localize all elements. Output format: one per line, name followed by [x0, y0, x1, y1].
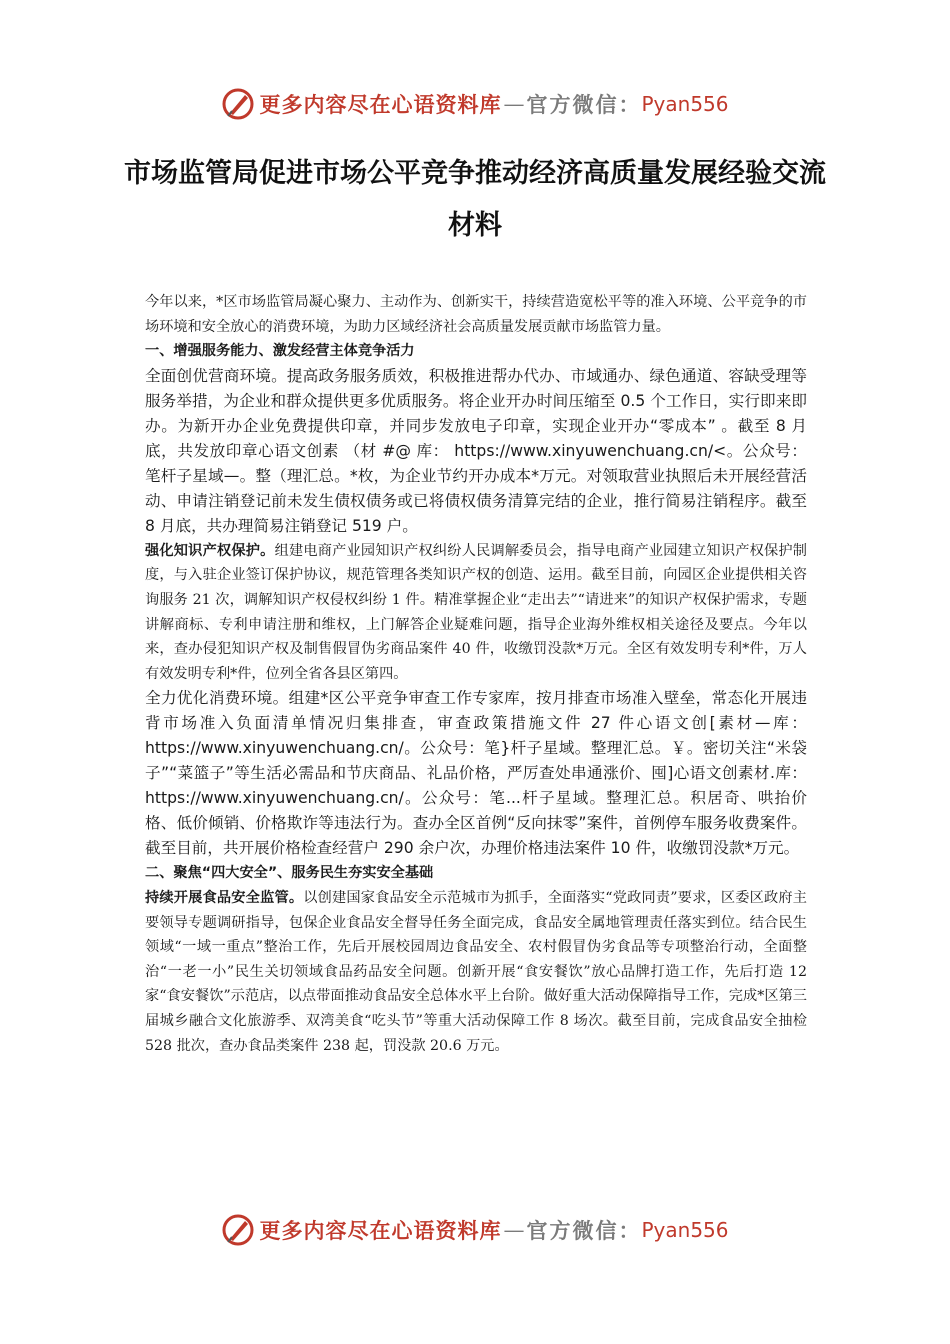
quill-logo-icon: [221, 87, 255, 121]
paragraph-food-safety: [145, 886, 807, 1058]
banner-separator: —: [503, 92, 525, 116]
paragraph-consumer-environment: 全力优化消费环境。组建*区公平竞争审查工作专家库，按月排查市场准入壁垒，常态化开展违背市场准入负面清单情况归集排查，审查政策措施文件 27 件心语文创[素材—库：https://www.xinyuwenchuang.cn/。公众号：笔}杆子星域。整理汇总。￥。密切关注“米袋子”“菜篮子”等生活必需品和节庆商品、礼品价格，严厉查处串通涨价、囤]心语文创素材.库：https://www.xinyuwenchuang.cn/。公众号：笔...杆子星域。整理汇总。积居奇、哄抬价格、低价倾销、价格欺诈等违法行为。查办全区首例“反向抹零”案件，首例停车服务收费案件。截至目前，共开展价格检查经营户 290 余户次，办理价格违法案件 10 件，收缴罚没款*万元。: [145, 689, 807, 858]
paragraph-food-safety-lead: 持续开展食品安全监管。: [145, 889, 304, 906]
document-body: [145, 290, 807, 1058]
paragraph-ip-protection: [145, 539, 807, 687]
paragraph-business-environment: 全面创优营商环境。提高政务服务质效，积极推进帮办代办、市域通办、绿色通道、容缺受理等服务举措，为企业和群众提供更多优质服务。将企业开办时间压缩至 0.5 个工作日，实行即来即办。为新开办企业免费提供印章，并同步发放电子印章，实现企业开办“零成本” 。截至 8 月底，共发放印章心语文创素 （材 #@ 库： https://www.xinyuwenchuang.cn/<。公众号：笔杆子星域—。整（理汇总。*枚，为企业节约开办成本*万元。对领取营业执照后未开展经营活动、申请注销登记前未发生债权债务或已将债权债务清算完结的企业，推行简易注销程序。截至 8 月底，共办理简易注销登记 519 户。: [145, 366, 807, 535]
banner-wechat-label: 官方微信：: [526, 1218, 642, 1243]
paragraph-ip-protection-body: 组建电商产业园知识产权纠纷人民调解委员会，指导电商产业园建立知识产权保护制度，与入驻企业签订保护协议，规范管理各类知识产权的创造、运用。截至目前，向园区企业提供相关咨询服务 21 次，调解知识产权侵权纠纷 1 件。精准掌握企业“走出去”“请进来”的知识产权保护需求，专题讲解商标、专利申请注册和维权，上门解答企业疑难问题，指导企业海外维权相关途径及要点。今年以来，查办侵犯知识产权及制售假冒伪劣商品案件 40 件，收缴罚没款*万元。全区有效发明专利*件，万人有效发明专利*件，位列全省各县区第四。: [145, 542, 807, 682]
banner-wechat-label: 官方微信：: [526, 92, 642, 117]
banner-wechat-id: Pyan556: [641, 1218, 729, 1242]
paragraph-ip-protection-lead: 强化知识产权保护。: [145, 542, 275, 559]
banner-wechat-id: Pyan556: [641, 92, 729, 116]
document-title: 市场监管局促进市场公平竞争推动经济高质量发展经验交流材料: [124, 158, 826, 241]
footer-banner: [0, 1210, 950, 1250]
banner-brand-text: 更多内容尽在心语资料库: [259, 92, 502, 117]
paragraph-food-safety-body: 以创建国家食品安全示范城市为抓手，全面落实“党政同责”要求，区委区政府主要领导专题调研指导，包保企业食品安全督导任务全面完成，食品安全属地管理责任落实到位。结合民生领域“一域一重点”整治工作，先后开展校园周边食品安全、农村假冒伪劣食品等专项整治行动，全面整治“一老一小”民生关切领域食品药品安全问题。创新开展“食安餐饮”放心品牌打造工作，先后打造 12 家“食安餐饮”示范店，以点带面推动食品安全总体水平上台阶。做好重大活动保障指导工作，完成*区第三届城乡融合文化旅游季、双湾美食“吃头节”等重大活动保障工作 8 场次。截至目前，完成食品安全抽检 528 批次，查办食品类案件 238 起，罚没款 20.6 万元。: [145, 889, 807, 1054]
banner-brand-text: 更多内容尽在心语资料库: [259, 1218, 502, 1243]
header-banner: [0, 84, 950, 124]
section-1-heading: 一、增强服务能力、激发经营主体竞争活力: [145, 343, 415, 360]
section-2-heading: 二、聚焦“四大安全”、服务民生夯实安全基础: [145, 865, 434, 882]
quill-logo-icon: [221, 1213, 255, 1247]
intro-paragraph: 今年以来，*区市场监管局凝心聚力、主动作为、创新实干，持续营造宽松平等的准入环境、公平竞争的市场环境和安全放心的消费环境，为助力区域经济社会高质量发展贡献市场监管力量。: [145, 294, 807, 335]
banner-separator: —: [503, 1218, 525, 1242]
